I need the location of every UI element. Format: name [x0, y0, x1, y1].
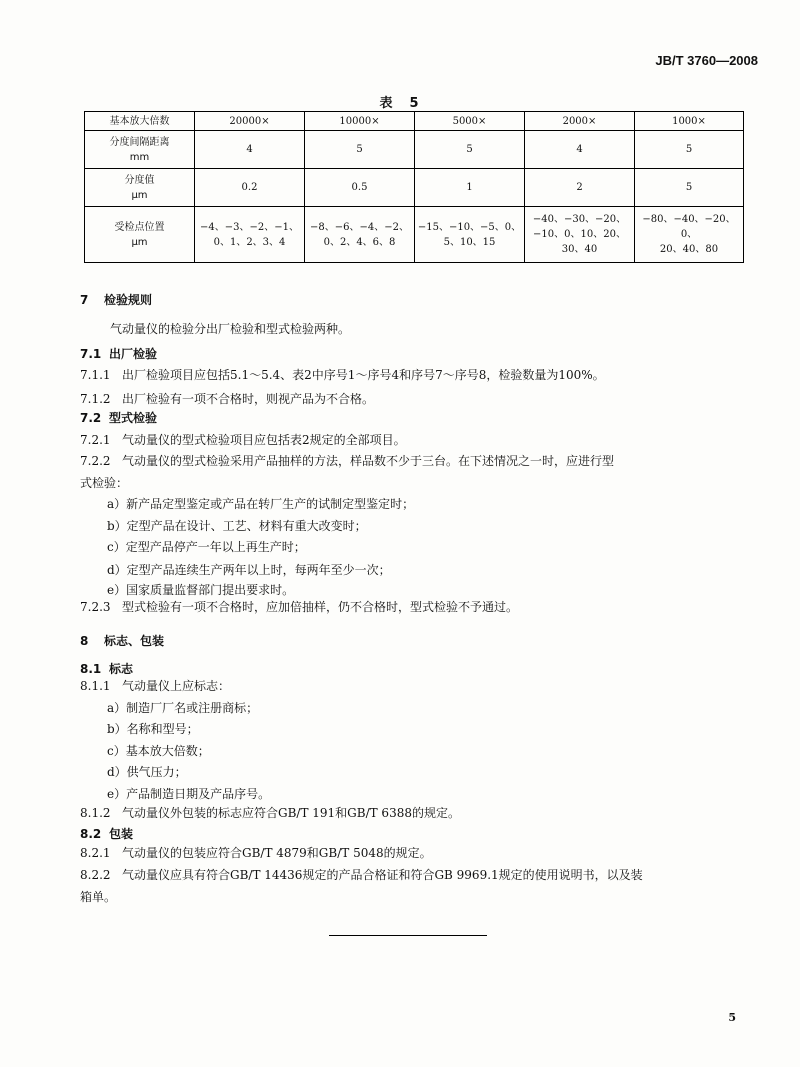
- cell-line: 2000×: [562, 115, 597, 127]
- row-header-line: 基本放大倍数: [109, 115, 170, 127]
- section-heading: 标志、包装: [104, 634, 165, 648]
- table-cell: [635, 207, 744, 263]
- row-header-line: 分度值: [124, 174, 155, 186]
- clause-number: 7.2.1: [80, 433, 111, 447]
- section-heading: 出厂检验: [109, 347, 158, 361]
- table-cell: [195, 131, 305, 169]
- cell-line: 5、10、15: [443, 236, 496, 248]
- end-rule: [329, 935, 487, 936]
- cell-line: −4、−3、−2、−1、: [200, 221, 299, 233]
- table-title: 表 5: [379, 96, 421, 111]
- table-row: [85, 169, 744, 207]
- table-cell: [415, 169, 525, 207]
- table-row: [85, 112, 744, 131]
- cell-line: 20、40、80: [659, 244, 719, 255]
- list-item: d）供气压力；: [107, 765, 187, 779]
- spec-table: [84, 111, 744, 263]
- cell-line: 5000×: [452, 115, 487, 127]
- cell-line: 30、40: [561, 244, 598, 255]
- section-heading: 包装: [109, 827, 134, 841]
- table-cell: [415, 112, 525, 131]
- table-cell: [305, 131, 415, 169]
- clause-text: 气动量仪外包装的标志应符合GB/T 191和GB/T 6388的规定。: [122, 806, 460, 820]
- cell-line: 20000×: [229, 115, 270, 127]
- list-item: e）产品制造日期及产品序号。: [107, 787, 271, 801]
- table-cell: [635, 169, 744, 207]
- list-item: e）国家质量监督部门提出要求时。: [107, 583, 295, 597]
- list-item: a）新产品定型鉴定或产品在转厂生产的试制定型鉴定时；: [107, 497, 415, 511]
- cell-line: 0、1、2、3、4: [213, 236, 286, 248]
- row-header-line: mm: [129, 151, 150, 163]
- list-item: c）定型产品停产一年以上再生产时；: [107, 540, 306, 554]
- clause-text: 气动量仪应具有符合GB/T 14436规定的产品合格证和符合GB 9969.1规定的使用说明书，以及装: [122, 868, 643, 882]
- list-item: d）定型产品连续生产两年以上时，每两年至少一次；: [107, 563, 391, 577]
- cell-line: 2: [576, 182, 583, 193]
- section-heading: 检验规则: [104, 293, 153, 307]
- cell-line: 1000×: [672, 115, 706, 127]
- table-cell: [525, 207, 635, 263]
- cell-line: 4: [576, 144, 583, 155]
- cell-line: 5: [466, 144, 473, 155]
- cell-line: −15、−10、−5、0、: [417, 221, 522, 233]
- list-item: b）定型产品在设计、工艺、材料有重大改变时；: [107, 519, 367, 533]
- section-number: 7.1: [80, 347, 102, 361]
- section-number: 7.2: [80, 411, 102, 425]
- table-cell: [195, 207, 305, 263]
- section-heading: 型式检验: [109, 411, 158, 425]
- clause-number: 7.1.2: [80, 392, 111, 406]
- clause-text: 气动量仪的型式检验采用产品抽样的方法，样品数不少于三台。在下述情况之一时，应进行型: [122, 454, 615, 468]
- section-number: 8.2: [80, 827, 102, 841]
- table-cell: [195, 169, 305, 207]
- table-cell: [525, 112, 635, 131]
- section-number: 7: [80, 293, 89, 307]
- cell-line: 0.5: [351, 182, 368, 193]
- list-item: a）制造厂厂名或注册商标；: [107, 701, 259, 715]
- list-item: c）基本放大倍数；: [107, 744, 210, 758]
- section-number: 8: [80, 634, 89, 648]
- row-header-line: μm: [131, 189, 148, 201]
- clause-number: 7.2.2: [80, 454, 111, 468]
- cell-line: 10000×: [339, 115, 380, 127]
- row-header: [85, 131, 195, 169]
- cell-line: 4: [246, 144, 253, 155]
- paragraph: 气动量仪的检验分出厂检验和型式检验两种。: [110, 322, 351, 336]
- page-number: 5: [728, 1011, 736, 1024]
- row-header-line: 分度间隔距离: [109, 136, 170, 148]
- clause-number: 7.1.1: [80, 368, 111, 382]
- standard-code: JB/T 3760—2008: [655, 53, 758, 68]
- row-header: [85, 112, 195, 131]
- clause-number: 7.2.3: [80, 600, 111, 614]
- row-header: [85, 169, 195, 207]
- row-header-line: μm: [131, 236, 148, 248]
- table-cell: [305, 207, 415, 263]
- clause-continuation: 式检验：: [80, 476, 129, 490]
- cell-line: −10、0、10、20、: [533, 229, 626, 240]
- table-cell: [195, 112, 305, 131]
- clause-text: 气动量仪的包装应符合GB/T 4879和GB/T 5048的规定。: [122, 846, 432, 860]
- clause-number: 8.1.1: [80, 679, 111, 693]
- clause-number: 8.2.2: [80, 868, 111, 882]
- clause-text: 气动量仪的型式检验项目应包括表2规定的全部项目。: [122, 433, 406, 447]
- cell-line: −40、−30、−20、: [532, 214, 627, 225]
- row-header-line: 受检点位置: [114, 221, 165, 233]
- clause-text: 出厂检验项目应包括5.1～5.4、表2中序号1～序号4和序号7～序号8，检验数量为100%。: [122, 368, 605, 382]
- row-header: [85, 207, 195, 263]
- cell-line: −8、−6、−4、−2、: [310, 221, 409, 233]
- cell-line: 5: [685, 182, 693, 193]
- table-cell: [415, 131, 525, 169]
- clause-text: 型式检验有一项不合格时，应加倍抽样，仍不合格时，型式检验不予通过。: [122, 600, 519, 614]
- table-row: [85, 207, 744, 263]
- clause-text: 气动量仪上应标志：: [122, 679, 231, 693]
- clause-number: 8.1.2: [80, 806, 111, 820]
- cell-line: −80、−40、−20、0、: [642, 214, 736, 240]
- clause-number: 8.2.1: [80, 846, 111, 860]
- cell-line: 5: [356, 144, 363, 155]
- clause-text: 出厂检验有一项不合格时，则视产品为不合格。: [122, 392, 375, 406]
- table-cell: [305, 112, 415, 131]
- table-cell: [635, 112, 744, 131]
- table-cell: [635, 131, 744, 169]
- list-item: b）名称和型号；: [107, 722, 199, 736]
- table-cell: [415, 207, 525, 263]
- table-cell: [525, 169, 635, 207]
- table-row: [85, 131, 744, 169]
- section-number: 8.1: [80, 662, 102, 676]
- section-heading: 标志: [109, 662, 134, 676]
- cell-line: 0.2: [241, 182, 258, 193]
- clause-continuation: 箱单。: [80, 890, 117, 904]
- cell-line: 5: [685, 144, 693, 155]
- cell-line: 1: [466, 182, 473, 193]
- table-cell: [305, 169, 415, 207]
- table-cell: [525, 131, 635, 169]
- cell-line: 0、2、4、6、8: [323, 236, 396, 248]
